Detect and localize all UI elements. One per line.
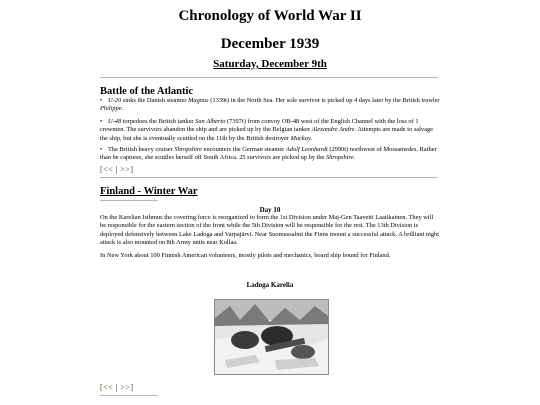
divider [100, 77, 438, 78]
ship-name: San Alberto [195, 118, 226, 125]
nav-separator: | [115, 383, 118, 392]
text-fragment: (2990t) northwest of Mossamedes. Rather than be captures, she scuttles herself off South Africa. 25 survivors are picked up by the [100, 146, 437, 162]
photo-image [215, 300, 328, 374]
text-fragment: . Attempts are made to salvage the ship, but she is eventually scuttled on the 11th by the British destroyer [100, 126, 433, 142]
list-item [100, 146, 440, 163]
ship-name: U-20 [108, 97, 122, 104]
bullet-marker: • [100, 97, 103, 104]
winter-war-photo [214, 299, 329, 375]
paragraph: In New York about 100 Finnish American volunteers, mostly pilots and mechanics, board ship bound for Finland. [100, 252, 391, 259]
divider [100, 177, 438, 178]
text-fragment: . [353, 154, 356, 162]
ship-name: Philippe [100, 105, 122, 113]
nav-separator: | [115, 165, 118, 174]
ship-name: Shropshire [325, 154, 354, 162]
ship-name: Magnus [188, 97, 209, 104]
list-item [100, 97, 440, 114]
bullet-marker: • [100, 118, 103, 125]
divider [100, 200, 158, 201]
month-heading: December 1939 [220, 36, 320, 52]
text-fragment: encounters the German steamer [201, 146, 286, 153]
divider [100, 395, 158, 396]
date-heading: Saturday, December 9th [213, 58, 327, 70]
list-item [100, 118, 440, 143]
page-title: Chronology of World War II [178, 8, 362, 24]
text-fragment: . [310, 134, 313, 142]
ship-name: U-48 [108, 118, 122, 125]
bullet-marker: • [100, 146, 103, 153]
next-link[interactable]: >>] [120, 165, 134, 174]
day-label: Day 10 [259, 206, 281, 214]
photo-caption: Ladoga Karelia [246, 281, 294, 289]
text-fragment: (1339t) in the North Sea. Her sole survivor is picked up 4 days later by the British trawler [208, 97, 440, 104]
section-heading-winter-war[interactable]: Finland - Winter War [100, 186, 198, 197]
paragraph: On the Karelian Isthmus the covering force is reorganized to form the 1st Division under Maj-Gen Taavetti Laatikainen. They will be responsible for the eastern section of the front while the 5th Division will be responsible for the rest. The 13th Division is deployed defensively between Lake Ladoga and Varpajärvi. Near Suomussalmi the Finns mount a successful attack. A brilliant night attack is also mounted on 8th Army units near Kollaa. [100, 214, 440, 246]
text-fragment: torpedoes the British tanker [121, 118, 196, 125]
text-fragment: . [121, 105, 124, 113]
section-heading-battle-atlantic: Battle of the Atlantic [100, 86, 194, 97]
ship-name: Adolf Leonhardt [285, 146, 328, 153]
ship-name: Mackay [290, 134, 311, 142]
section-nav [100, 165, 133, 174]
text-fragment: The British heavy cruiser [108, 146, 175, 153]
next-link[interactable]: >>] [120, 383, 134, 392]
prev-link[interactable]: [<< [100, 383, 114, 392]
ship-name: Alexandre Andre [311, 126, 355, 134]
prev-link[interactable]: [<< [100, 165, 114, 174]
ship-name: Shropshire [174, 146, 202, 153]
text-fragment: (7397t) from convoy OB-48 west of the English Channel with the loss of 1 crewmen. The survivors abandon the ship and are picked up by the Belgian tanker [100, 118, 419, 134]
section-nav-bottom [100, 383, 133, 392]
text-fragment: sinks the Danish steamer [121, 97, 189, 104]
